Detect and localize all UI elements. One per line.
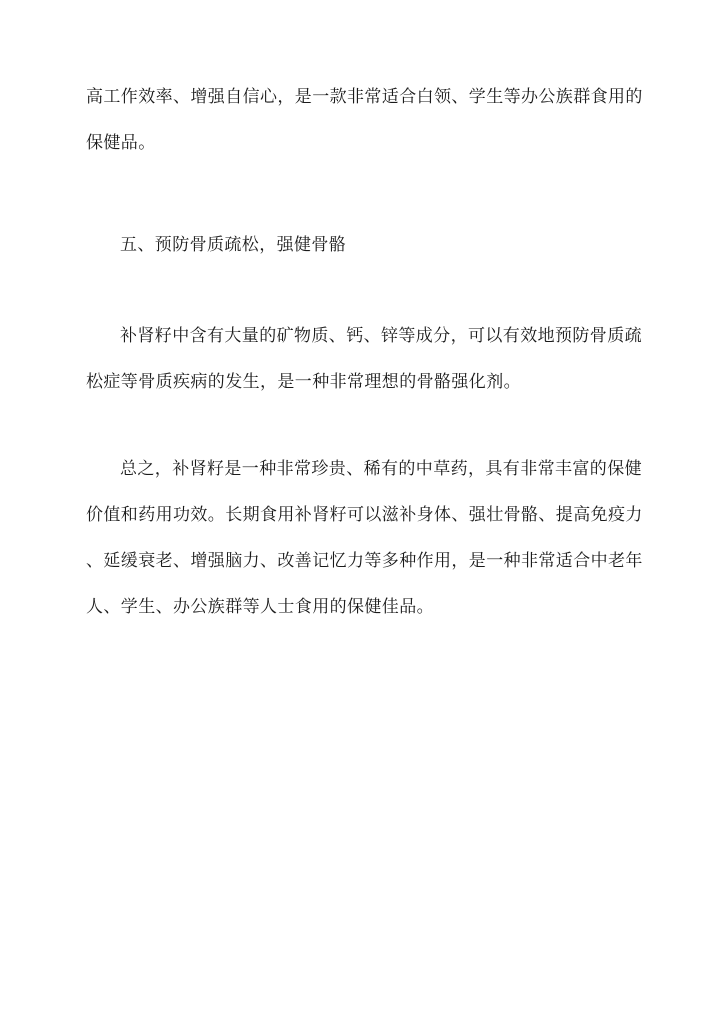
paragraph-continuation	[86, 74, 643, 166]
paragraph-line: 补肾籽中含有大量的矿物质、钙、锌等成分，可以有效地预防骨质疏	[120, 326, 642, 346]
paragraph-line: 、延缓衰老、增强脑力、改善记忆力等多种作用，是一种非常适合中老年	[86, 551, 643, 571]
paragraph-bone-health	[86, 313, 642, 405]
paragraph-line: 保健品。	[86, 133, 156, 153]
section-heading	[86, 222, 634, 268]
paragraph-line: 总之，补肾籽是一种非常珍贵、稀有的中草药，具有非常丰富的保健	[120, 459, 642, 479]
paragraph-conclusion	[86, 446, 643, 630]
paragraph-line: 价值和药用功效。长期食用补肾籽可以滋补身体、强壮骨骼、提高免疫力	[86, 505, 643, 525]
section-heading-text: 五、预防骨质疏松，强健骨骼	[120, 235, 347, 255]
paragraph-line: 高工作效率、增强自信心，是一款非常适合白领、学生等办公族群食用的	[86, 87, 643, 107]
paragraph-line: 松症等骨质疾病的发生，是一种非常理想的骨骼强化剂。	[86, 372, 521, 392]
paragraph-line: 人、学生、办公族群等人士食用的保健佳品。	[86, 597, 434, 617]
